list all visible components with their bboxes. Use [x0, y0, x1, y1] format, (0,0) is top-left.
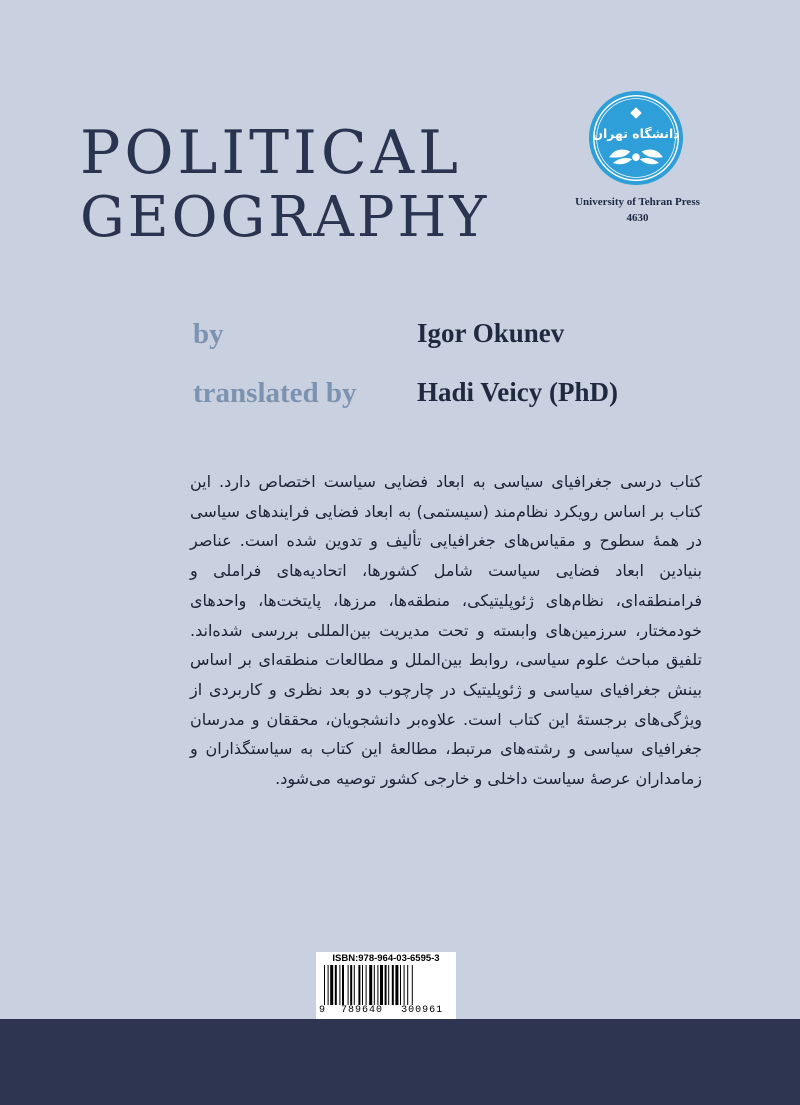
barcode-bar: [385, 965, 387, 1005]
isbn-label: ISBN:978-964-03-6595-3: [332, 953, 440, 964]
barcode-bar: [404, 965, 405, 1005]
university-seal-icon: [588, 90, 684, 186]
title-line-1: POLITICAL: [80, 118, 462, 188]
barcode-bar: [366, 965, 367, 1005]
barcode-bar: [358, 965, 360, 1005]
publisher-number: 4630: [626, 212, 649, 224]
barcode-bar: [400, 965, 401, 1005]
barcode-bar: [330, 965, 333, 1005]
barcode-bar: [328, 965, 329, 1005]
barcode-bar: [362, 965, 363, 1005]
barcode-bar: [395, 965, 398, 1005]
barcode-bar: [377, 965, 378, 1005]
barcode-bar: [380, 965, 383, 1005]
barcode-bars: [324, 965, 448, 1005]
barcode-digit-lead: 9: [319, 1005, 326, 1016]
by-label: by: [193, 318, 224, 350]
book-description: کتاب درسی جغرافیای سیاسی به ابعاد فضایی سیاست اختصاص دارد. این کتاب بر اساس رویکرد نظام‌مند (سیستمی) به ابعاد فضایی فرایندهای سیاسی در همهٔ سطوح و مقیاس‌های جغرافیایی تألیف و تدوین شده است. عناصر بنیادین ابعاد فضایی سیاست شامل کشورها، اتحادیه‌های فراملی و فرامنطقه‌ای، نظام‌های ژئوپلیتیکی، منطقه‌ها، مرزها، پایتخت‌ها، واحدهای خودمختار، سرزمین‌های وابسته و تحت مدیریت بین‌المللی بررسی شده‌اند. تلفیق مباحث علوم سیاسی، روابط بین‌الملل و مطالعات منطقه‌ای بر اساس بینش جغرافیای سیاسی و ژئوپلیتیک در چارچوب دو بعد نظری و کاربردی از ویژگی‌های برجستهٔ این کتاب است. علاوه‌بر دانشجویان، محققان و مدرسان جغرافیای سیاسی و رشته‌های مرتبط، مطالعهٔ این کتاب به سیاستگذاران و زمامداران عرصهٔ سیاست داخلی و خارجی کشور توصیه می‌شود.: [190, 472, 702, 789]
barcode-bar: [374, 965, 375, 1005]
barcode-bar: [369, 965, 372, 1005]
barcode-digits: [319, 1005, 453, 1016]
bottom-band: [0, 1019, 800, 1105]
barcode-bar: [392, 965, 394, 1005]
barcode-bar: [350, 965, 352, 1005]
barcode-bar: [412, 965, 413, 1005]
isbn-barcode: [316, 952, 456, 1019]
barcode-digits-right: 300961: [401, 1005, 444, 1016]
barcode-bar: [348, 965, 349, 1005]
translator-name: Hadi Veicy (PhD): [417, 377, 619, 407]
barcode-bar: [407, 965, 408, 1005]
barcode-bar: [339, 965, 340, 1005]
barcode-bar: [342, 965, 344, 1005]
barcode-bar: [354, 965, 355, 1005]
barcode-bar: [335, 965, 337, 1005]
translated-by-label: translated by: [193, 377, 357, 409]
title-line-2: GEOGRAPHY: [80, 185, 490, 250]
logo-text: دانشگاه تهران: [592, 126, 680, 141]
barcode-digits-left: 789640: [341, 1005, 384, 1016]
publisher-name: University of Tehran Press: [575, 196, 700, 208]
barcode-bar: [388, 965, 389, 1005]
barcode-bar: [324, 965, 325, 1005]
author-name: Igor Okunev: [417, 318, 565, 348]
